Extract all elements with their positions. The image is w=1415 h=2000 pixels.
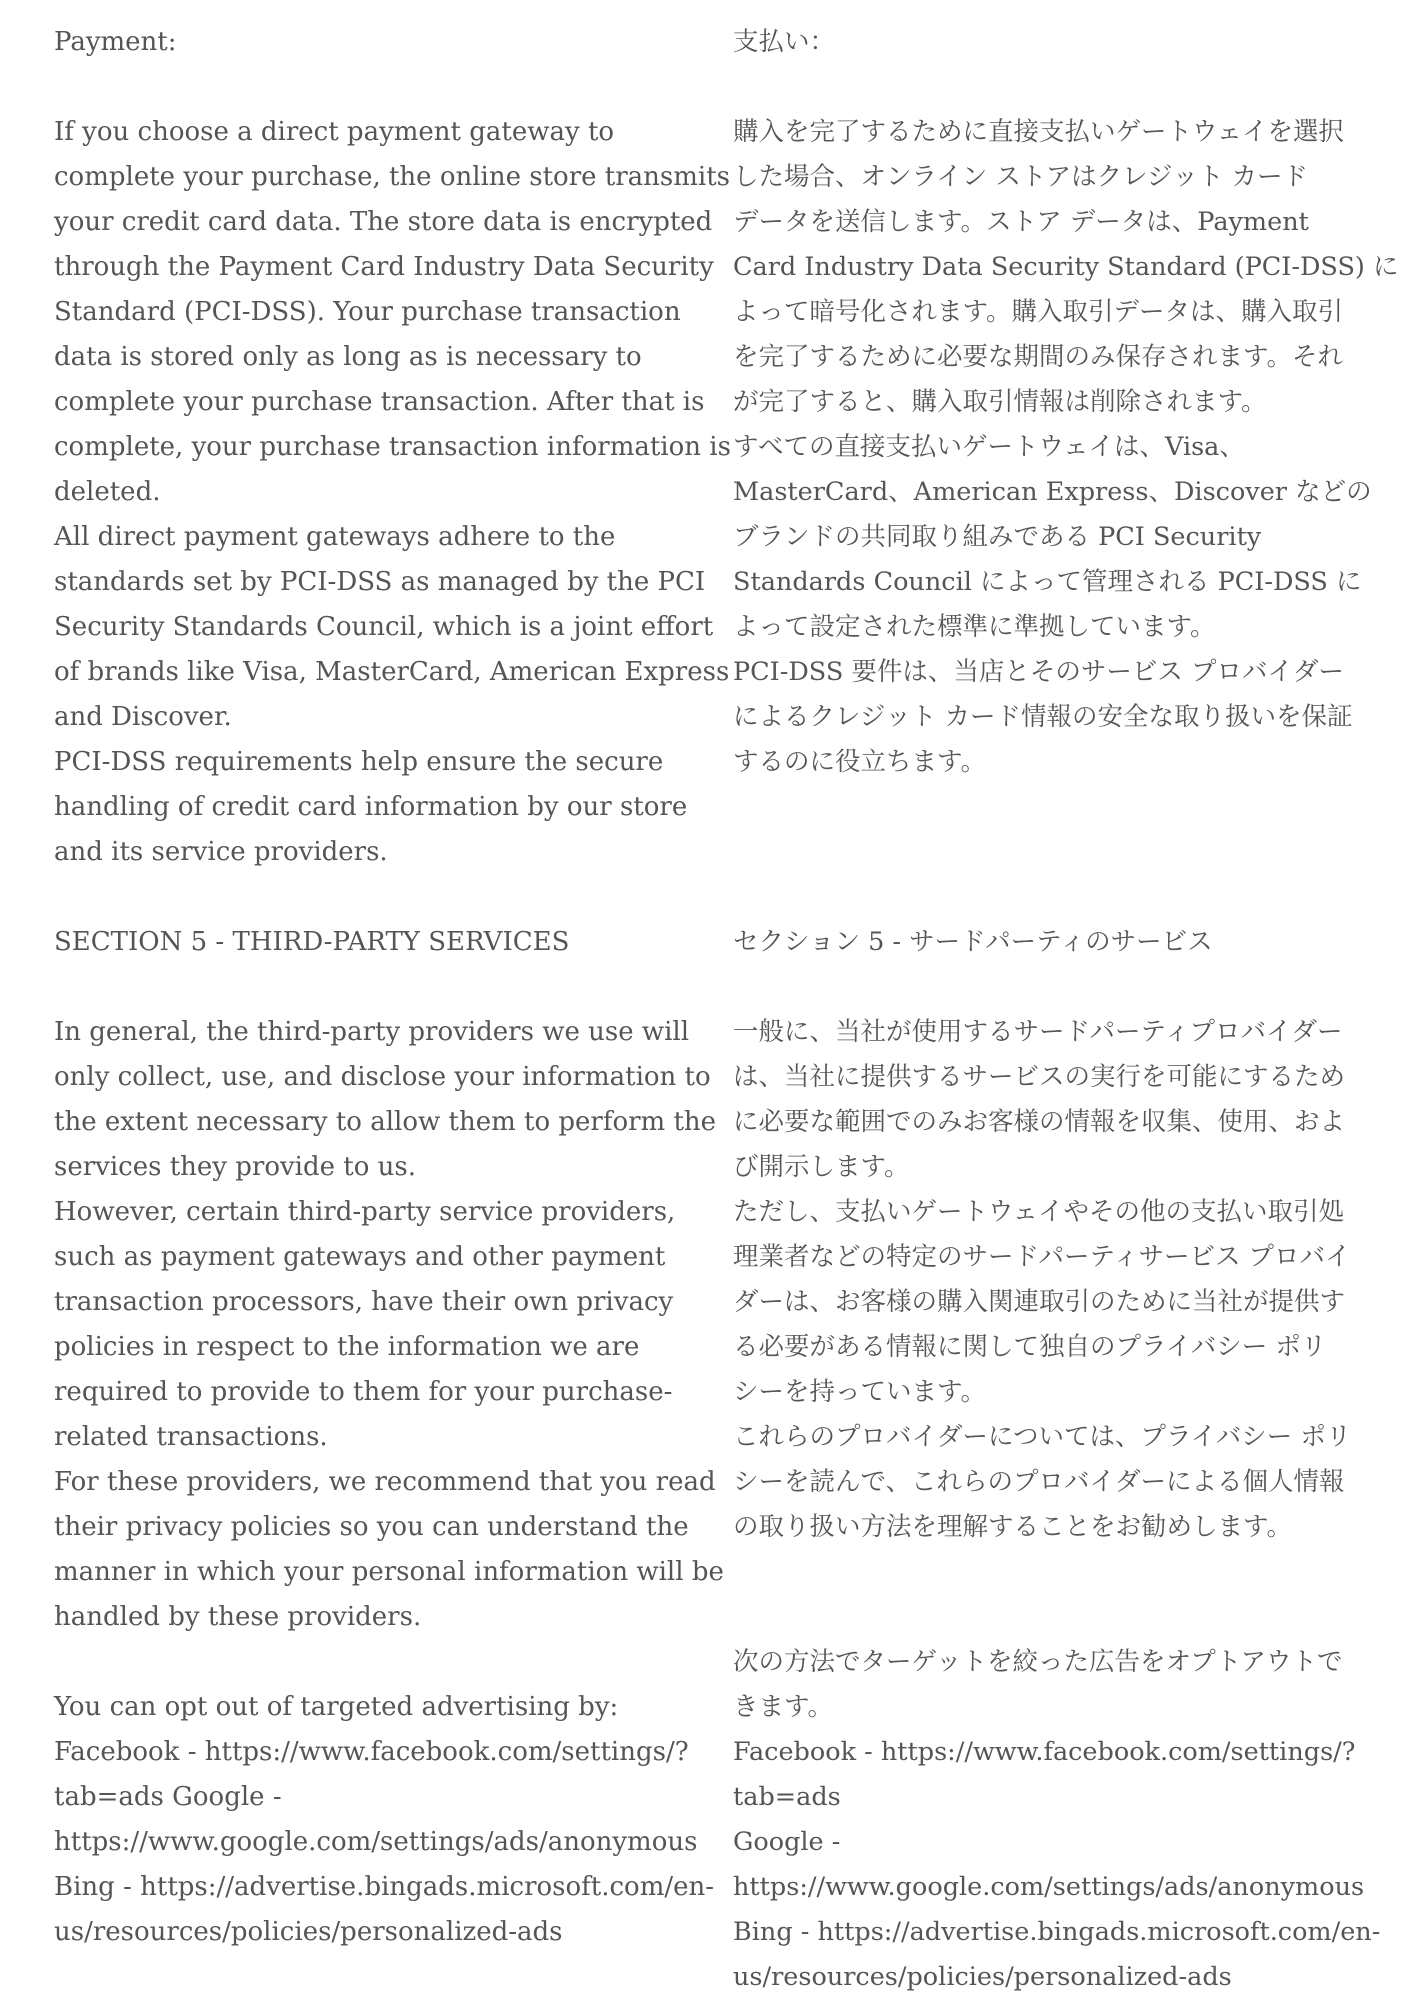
text-line: した場合、オンライン ストアはクレジット カード — [733, 162, 1309, 192]
payment-heading-ja: 支払い： — [733, 27, 836, 57]
spacer — [54, 1640, 709, 1685]
text-line: によるクレジット カード情報の安全な取り扱いを保証 — [733, 702, 1353, 732]
text-line: Facebook - https://www.facebook.com/settings/? — [733, 1737, 1356, 1767]
payment-paragraph-1 — [54, 110, 731, 515]
optout-paragraph-ja — [733, 1640, 1393, 2000]
text-line: If you choose a direct payment gateway to — [54, 117, 615, 147]
text-line: が完了すると、購入取引情報は削除されます。 — [733, 387, 1267, 417]
text-line: を完了するために必要な期間のみ保存されます。それ — [733, 342, 1343, 372]
text-line: る必要がある情報に関して独自のプライバシー ポリ — [733, 1332, 1327, 1362]
text-line: tab=ads Google - — [54, 1782, 282, 1812]
text-line: complete your purchase, the online store transmits — [54, 162, 730, 192]
text-line: 次の方法でターゲットを絞った広告をオプトアウトで — [733, 1647, 1343, 1677]
spacer — [733, 1595, 1393, 1640]
text-line: Facebook - https://www.facebook.com/settings/? — [54, 1737, 689, 1767]
text-line: するのに役立ちます。 — [733, 747, 986, 777]
spacer — [54, 875, 709, 920]
payment-paragraph-3-ja — [733, 650, 1393, 785]
text-line: handling of credit card information by our store — [54, 792, 688, 822]
optout-paragraph — [54, 1685, 715, 1955]
text-line: handled by these providers. — [54, 1602, 422, 1632]
text-line: ただし、支払いゲートウェイやその他の支払い取引処 — [733, 1197, 1344, 1227]
text-line: their privacy policies so you can understand the — [54, 1512, 689, 1542]
text-line: び開示します。 — [733, 1152, 910, 1182]
spacer — [733, 785, 1393, 830]
payment-heading: Payment: — [54, 27, 177, 57]
spacer — [733, 965, 1393, 1010]
text-line: tab=ads — [733, 1782, 841, 1812]
spacer — [54, 65, 709, 110]
text-line: MasterCard、American Express、Discover などの — [733, 477, 1372, 507]
text-line: complete your purchase transaction. After that is — [54, 387, 705, 417]
text-line: For these providers, we recommend that you read — [54, 1467, 716, 1497]
text-line: https://www.google.com/settings/ads/anonymous — [733, 1872, 1365, 1902]
text-line: PCI-DSS 要件は、当店とそのサービス プロバイダー — [733, 657, 1345, 687]
text-line: All direct payment gateways adhere to the — [54, 522, 616, 552]
text-line: すべての直接支払いゲートウェイは、Visa、 — [733, 432, 1245, 462]
text-line: Google - — [733, 1827, 841, 1857]
text-line: Security Standards Council, which is a joint effort — [54, 612, 714, 642]
text-line: transaction processors, have their own privacy — [54, 1287, 674, 1317]
text-line: through the Payment Card Industry Data Security — [54, 252, 714, 282]
text-line: and Discover. — [54, 702, 232, 732]
text-line: standards set by PCI-DSS as managed by the PCI — [54, 567, 706, 597]
text-line: ブランドの共同取り組みである PCI Security — [733, 522, 1262, 552]
text-line: 一般に、当社が使用するサードパーティプロバイダー — [733, 1017, 1343, 1047]
text-line: such as payment gateways and other payment — [54, 1242, 666, 1272]
text-line: related transactions. — [54, 1422, 328, 1452]
text-line: Card Industry Data Security Standard (PCI-DSS) に — [733, 252, 1399, 282]
text-line: of brands like Visa, MasterCard, American Express — [54, 657, 730, 687]
text-line: データを送信します。ストア データは、Payment — [733, 207, 1309, 237]
text-line: きます。 — [733, 1692, 833, 1722]
text-line: ダーは、お客様の購入関連取引のために当社が提供す — [733, 1287, 1346, 1317]
text-line: your credit card data. The store data is encrypted — [54, 207, 713, 237]
payment-paragraph-3 — [54, 740, 709, 875]
text-line: the extent necessary to allow them to perform the — [54, 1107, 717, 1137]
section5-paragraph-2 — [54, 1190, 709, 1460]
section5-paragraph-3-ja — [733, 1415, 1393, 1550]
section5-paragraph-1-ja — [733, 1010, 1393, 1190]
section5-paragraph-1 — [54, 1010, 717, 1190]
text-line: Bing - https://advertise.bingads.microsoft.com/en- — [54, 1872, 715, 1902]
text-line: deleted. — [54, 477, 161, 507]
payment-paragraph-1-ja — [733, 110, 1399, 425]
section5-heading: SECTION 5 - THIRD-PARTY SERVICES — [54, 927, 570, 957]
text-line: https://www.google.com/settings/ads/anonymous — [54, 1827, 698, 1857]
spacer — [733, 65, 1393, 110]
text-line: data is stored only as long as is necessary to — [54, 342, 642, 372]
section5-paragraph-3 — [54, 1460, 724, 1640]
text-line: and its service providers. — [54, 837, 388, 867]
spacer — [54, 965, 709, 1010]
text-line: only collect, use, and disclose your information to — [54, 1062, 711, 1092]
text-line: In general, the third-party providers we use will — [54, 1017, 690, 1047]
section5-heading-ja: セクション 5 - サードパーティのサービス — [733, 927, 1213, 957]
japanese-column — [733, 20, 1399, 2000]
text-line: に必要な範囲でのみお客様の情報を収集、使用、およ — [733, 1107, 1346, 1137]
text-line: You can opt out of targeted advertising by: — [54, 1692, 619, 1722]
text-line: However, certain third-party service providers, — [54, 1197, 676, 1227]
text-line: は、当社に提供するサービスの実行を可能にするため — [733, 1062, 1346, 1092]
text-line: これらのプロバイダーについては、プライバシー ポリ — [733, 1422, 1352, 1452]
text-line: Standard (PCI-DSS). Your purchase transaction — [54, 297, 681, 327]
text-line: us/resources/policies/personalized-ads — [54, 1917, 563, 1947]
text-line: PCI-DSS requirements help ensure the secure — [54, 747, 664, 777]
text-line: よって設定された標準に準拠しています。 — [733, 612, 1216, 642]
text-line: policies in respect to the information we are — [54, 1332, 640, 1362]
spacer — [733, 875, 1393, 920]
payment-paragraph-2-ja — [733, 425, 1393, 650]
text-line: services they provide to us. — [54, 1152, 416, 1182]
text-line: 購入を完了するために直接支払いゲートウェイを選択 — [733, 117, 1344, 147]
spacer — [733, 1550, 1393, 1595]
payment-paragraph-2 — [54, 515, 730, 740]
text-line: シーを読んで、これらのプロバイダーによる個人情報 — [733, 1467, 1345, 1497]
text-line: Standards Council によって管理される PCI-DSS に — [733, 567, 1362, 597]
text-line: required to provide to them for your purchase- — [54, 1377, 673, 1407]
text-line: complete, your purchase transaction information is — [54, 432, 731, 462]
section5-paragraph-2-ja — [733, 1190, 1393, 1415]
text-line: の取り扱い方法を理解することをお勧めします。 — [733, 1512, 1292, 1542]
text-line: 理業者などの特定のサードパーティサービス プロバイ — [733, 1242, 1351, 1272]
spacer — [733, 830, 1393, 875]
text-line: よって暗号化されます。購入取引データは、購入取引 — [733, 297, 1343, 327]
text-line: manner in which your personal information will be — [54, 1557, 724, 1587]
text-line: Bing - https://advertise.bingads.microsoft.com/en- — [733, 1917, 1381, 1947]
text-line: シーを持っています。 — [733, 1377, 986, 1407]
text-line: us/resources/policies/personalized-ads — [733, 1962, 1232, 1992]
english-column — [54, 20, 731, 1955]
